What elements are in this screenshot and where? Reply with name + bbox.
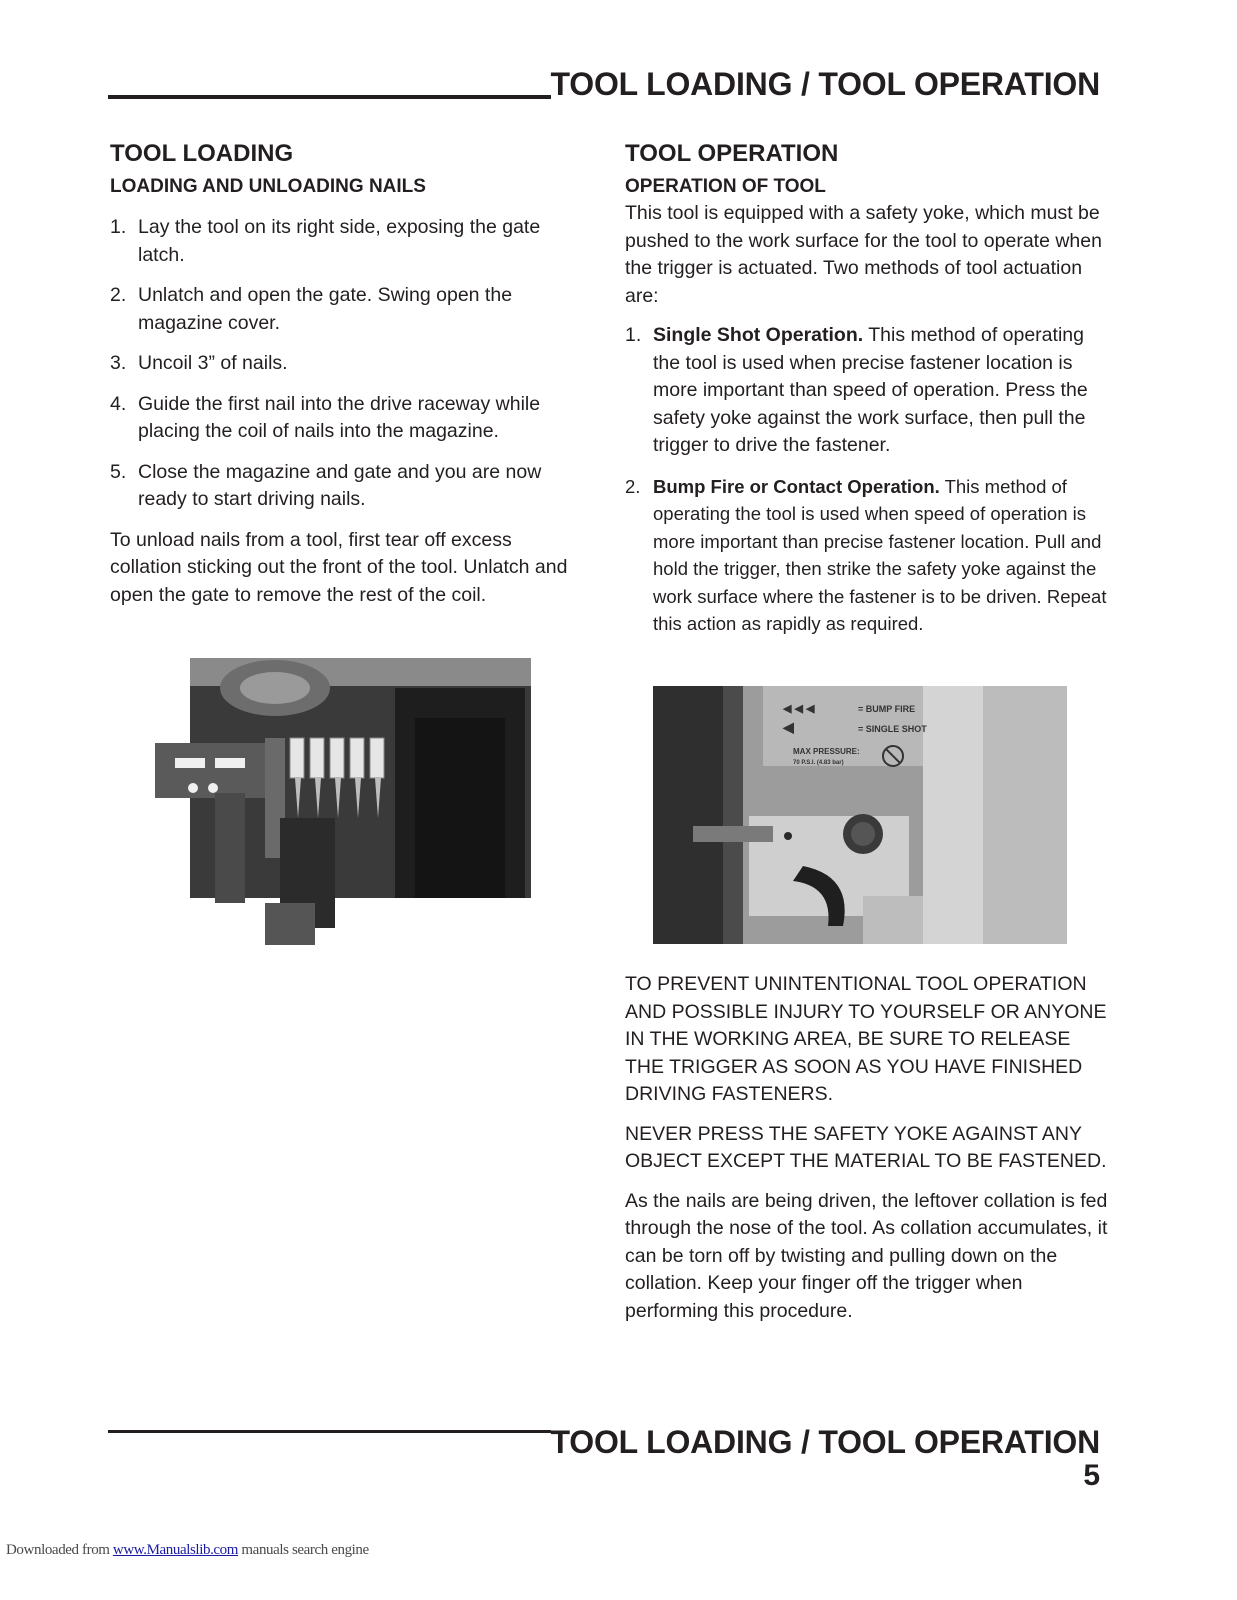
svg-text:◀: ◀ bbox=[783, 719, 794, 735]
list-item bbox=[110, 282, 585, 337]
list-item bbox=[110, 391, 585, 446]
step-text: Close the magazine and gate and you are now ready to start driving nails. bbox=[138, 460, 542, 510]
warning-release-trigger: TO PREVENT UNINTENTIONAL TOOL OPERATION AND POSSIBLE INJURY TO YOURSELF OR ANYONE IN THE WORKING AREA, BE SURE TO RELEASE THE TRIGGER AS SOON AS YOU HAVE FINISHED DRIVING FASTENERS. bbox=[625, 973, 1107, 1105]
method-number: 1. bbox=[625, 324, 642, 346]
method-title: Single Shot Operation. bbox=[653, 324, 864, 346]
page-number: 5 bbox=[1083, 1459, 1100, 1492]
list-item bbox=[625, 322, 1110, 460]
section-subheading: LOADING AND UNLOADING NAILS bbox=[110, 176, 426, 197]
label-bump-fire: = BUMP FIRE bbox=[858, 704, 916, 714]
step-text: Lay the tool on its right side, exposing the gate latch. bbox=[138, 216, 541, 266]
magazine-loading-photo bbox=[155, 658, 531, 945]
loading-steps-list bbox=[110, 214, 585, 514]
step-number: 2. bbox=[110, 284, 127, 306]
list-item bbox=[625, 473, 1110, 638]
method-text: This method of operating the tool is used when precise fastener location is more important than speed of operation. Press the safety yoke against the work surface, then pull the trigger to drive the fastener. bbox=[653, 324, 1088, 456]
method-text: This method of operating the tool is used when speed of operation is more important than precise fastener location. Pull and hold the trigger, then strike the safety yoke against the work surface where the fastener is to be driven. Repeat this action as rapidly as required. bbox=[653, 475, 1107, 634]
list-item bbox=[110, 459, 585, 514]
label-max-pressure: MAX PRESSURE: bbox=[793, 747, 860, 756]
page-footer-title: TOOL LOADING / TOOL OPERATION bbox=[550, 1424, 1100, 1460]
tool-operation-section bbox=[625, 140, 1110, 651]
warning-safety-yoke: NEVER PRESS THE SAFETY YOKE AGAINST ANY OBJECT EXCEPT THE MATERIAL TO BE FASTENED. bbox=[625, 1122, 1107, 1172]
page-header-title: TOOL LOADING / TOOL OPERATION bbox=[550, 66, 1100, 102]
trigger-illustration bbox=[653, 686, 1067, 944]
step-number: 3. bbox=[110, 352, 127, 374]
section-subheading: OPERATION OF TOOL bbox=[625, 176, 826, 197]
download-prefix: Downloaded from bbox=[6, 1542, 113, 1558]
download-suffix: manuals search engine bbox=[238, 1542, 369, 1558]
method-title: Bump Fire or Contact Operation. bbox=[653, 475, 940, 497]
label-single-shot: = SINGLE SHOT bbox=[858, 724, 927, 734]
label-pressure-value: 70 P.S.I. (4.83 bar) bbox=[793, 760, 844, 766]
step-number: 5. bbox=[110, 460, 127, 483]
header-rule bbox=[108, 95, 551, 99]
method-number: 2. bbox=[625, 475, 641, 497]
step-text: Uncoil 3” of nails. bbox=[138, 352, 288, 374]
list-item bbox=[110, 214, 585, 269]
collation-instructions: As the nails are being driven, the leftover collation is fed through the nose of the tool. As collation accumulates, it can be torn off by twisting and pulling down on the collation. Keep your finger off the trigger when performing this procedure. bbox=[625, 1189, 1108, 1322]
trigger-selector-photo bbox=[653, 686, 1067, 944]
actuation-methods-list bbox=[625, 322, 1110, 638]
download-attribution bbox=[6, 1542, 369, 1559]
section-heading: TOOL OPERATION bbox=[625, 140, 839, 167]
manualslib-link[interactable]: www.Manualslib.com bbox=[112, 1542, 239, 1558]
tool-loading-section bbox=[110, 140, 585, 621]
step-text: Unlatch and open the gate. Swing open the magazine cover. bbox=[138, 284, 513, 334]
list-item bbox=[110, 350, 585, 378]
step-number: 1. bbox=[110, 216, 127, 238]
step-number: 4. bbox=[110, 392, 127, 415]
footer-rule bbox=[108, 1430, 551, 1433]
section-heading: TOOL LOADING bbox=[110, 140, 294, 167]
step-text: Guide the first nail into the drive raceway while placing the coil of nails into the magazine. bbox=[138, 392, 541, 442]
svg-text:◀ ◀ ◀: ◀ ◀ ◀ bbox=[783, 703, 815, 715]
operation-intro: This tool is equipped with a safety yoke, which must be pushed to the work surface for the tool to operate when the trigger is actuated. Two methods of tool actuation are: bbox=[625, 202, 1102, 307]
warnings-section bbox=[625, 971, 1110, 1337]
nailer-magazine-illustration bbox=[155, 658, 531, 945]
unload-instructions: To unload nails from a tool, first tear off excess collation sticking out the front of the tool. Unlatch and open the gate to remove the rest of the coil. bbox=[110, 528, 568, 606]
